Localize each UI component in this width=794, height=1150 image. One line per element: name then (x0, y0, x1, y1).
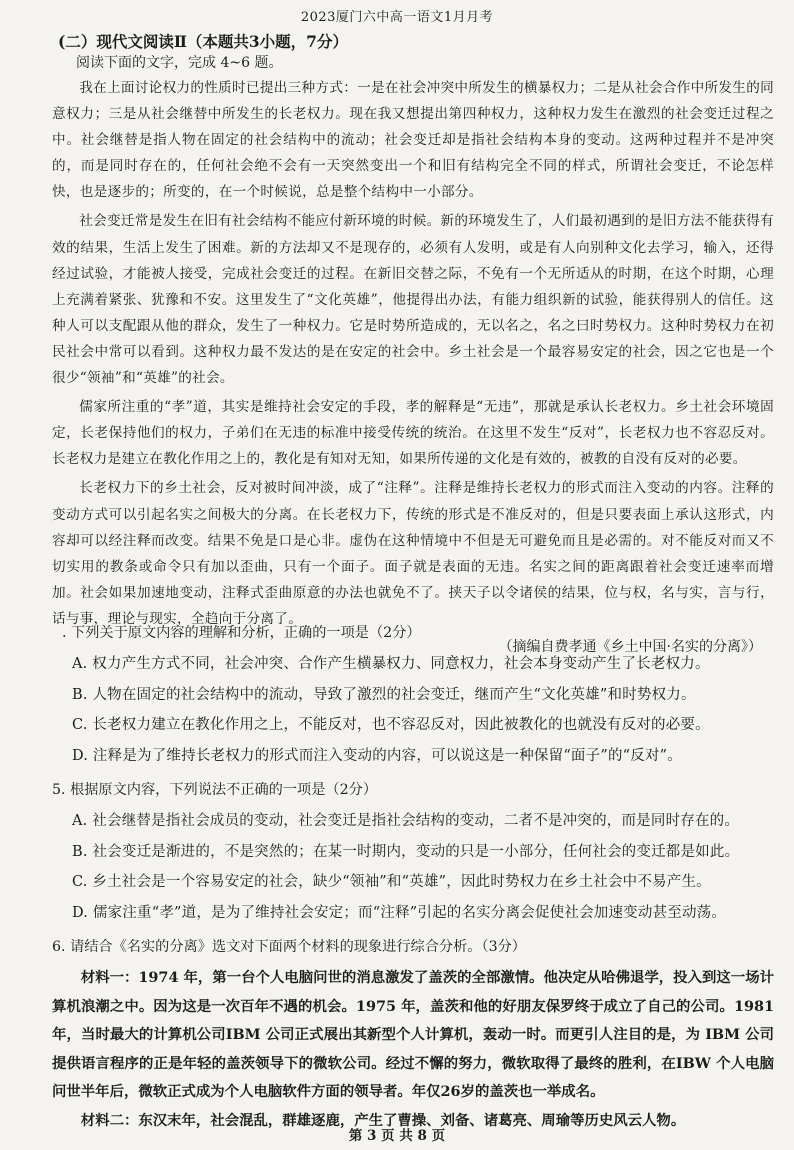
page-number: 第 3 页 共 8 页 (348, 1128, 446, 1144)
passage-paragraph: 长老权力下的乡土社会，反对被时间冲淡，成了“注释”。注释是维持长老权力的形式而注入变动的内容。注释的变动方式可以引起名实之间极大的分离。在长老权力下，传统的形式是不准反对的，但是只要表面上承认这形式，内容却可以经注释而改变。结果不免是口是心非。虚伪在这种情境中不但是无可避免而且是必需的。对不能反对而又不切实用的教条或命令只有加以歪曲，只有一个面子。面子就是表面的无违。名实之间的距离跟着社会变迁速率而增加。社会如果加速地变动，注释式歪曲原意的办法也就免不了。挟天子以令诸侯的结果，位与权，名与实，言与行，话与事，理论与现实，全趋向于分离了。 (52, 480, 774, 627)
section-title: (二）现代文阅读Ⅱ（本题共3小题，7分） (58, 32, 348, 51)
passage-source: （摘编自费孝通《乡土中国·名实的分离》） (498, 638, 762, 655)
question-stem: . 下列关于原文内容的理解和分析，正确的一项是（2分） (62, 625, 421, 641)
option-d[interactable]: D. 儒家注重“孝”道，是为了维持社会安定；而“注释”引起的名实分离会促使社会加速变动甚至动荡。 (72, 904, 727, 921)
question-stem: 5. 根据原文内容，下列说法不正确的一项是（2分） (52, 782, 378, 798)
material-two: 材料二：东汉末年，社会混乱，群雄逐鹿，产生了曹操、刘备、诸葛亮、周瑜等历史风云人物。 (80, 1111, 686, 1129)
question-6 (52, 934, 774, 1135)
question-list (52, 620, 774, 1135)
option-a[interactable]: A. 社会继替是指社会成员的变动，社会变迁是指社会结构的变动，二者不是冲突的，而是同时存在的。 (72, 813, 740, 829)
material-one: 材料一：1974 年，第一台个人电脑问世的消息激发了盖茨的全部激情。他决定从哈佛退学，投入到这一场计算机浪潮之中。因为这是一次百年不遇的机会。1975 年，盖茨和他的好朋友保罗终于成立了自己的公司。1981年，当时最大的计算机公司IBM 公司正式展出其新型个人计算机，轰动一时。而更引人注目的是，为 IBM 公司提供语言程序的正是年轻的盖茨领导下的微软公司。经过不懈的努力，微软取得了最终的胜利，在IBW 个人电脑问世半年后，微软正式成为个人电脑软件方面的领导者。年仅26岁的盖茨也一举成名。 (52, 969, 774, 1100)
option-b[interactable]: B. 社会变迁是渐进的，不是突然的；在某一时期内，变动的只是一小部分，任何社会的变迁都是如此。 (72, 843, 740, 860)
section-intro: 阅读下面的文字，完成 4~6 题。 (76, 55, 283, 71)
option-c[interactable]: C. 长老权力建立在教化作用之上，不能反对，也不容忍反对，因此被教化的也就没有反对的必要。 (72, 717, 710, 733)
page-header: 2023厦门六中高一语文1月月考 (300, 10, 494, 25)
option-c[interactable]: C. 乡土社会是一个容易安定的社会，缺少“领袖”和“英雄”，因此时势权力在乡土社会中不易产生。 (72, 874, 711, 890)
passage-paragraph: 我在上面讨论权力的性质时已提出三种方式：一是在社会冲突中所发生的横暴权力；二是从社会合作中所发生的同意权力；三是从社会继替中所发生的长老权力。现在我又想提出第四种权力，这种权力发生在激烈的社会变迁过程之中。社会继替是指人物在固定的社会结构中的流动；社会变迁却是指社会结构本身的变动。这两种过程并不是冲突的，而是同时存在的，任何社会绝不会有一天突然变出一个和旧有结构完全不同的样式，所谓社会变迁，不论怎样快，也是逐步的；所变的，在一个时候说，总是整个结构中一小部分。 (52, 80, 774, 201)
question-4 (52, 620, 774, 771)
option-a[interactable]: A. 权力产生方式不同，社会冲突、合作产生横暴权力、同意权力，社会本身变动产生了长老权力。 (72, 656, 710, 672)
option-b[interactable]: B. 人物在固定的社会结构中的流动，导致了激烈的社会变迁，继而产生“文化英雄”和时势权力。 (72, 686, 696, 703)
question-stem: 6. 请结合《名实的分离》选文对下面两个材料的现象进行综合分析。（3分） (52, 939, 526, 955)
question-5 (52, 777, 774, 928)
option-d[interactable]: D. 注释是为了维持长老权力的形式而注入变动的内容，可以说这是一种保留“面子”的“反对”。 (72, 747, 682, 764)
reading-passage (52, 75, 774, 659)
option-list (72, 806, 774, 928)
option-list (72, 649, 774, 771)
passage-paragraph: 儒家所注重的“孝”道，其实是维持社会安定的手段，孝的解释是“无违”，那就是承认长老权力。乡土社会环境固定，长老保持他们的权力，子弟们在无违的标准中接受传统的统治。在这里不发生“反对”，长老权力也不容忍反对。长老权力是建立在教化作用之上的，教化是有知对无知，如果所传递的文化是有效的，被教的自没有反对的必要。 (52, 399, 774, 468)
passage-paragraph: 社会变迁常是发生在旧有社会结构不能应付新环境的时候。新的环境发生了，人们最初遇到的是旧方法不能获得有效的结果，生活上发生了困难。新的方法却又不是现存的，必须有人发明，或是有人向别种文化去学习，输入，还得经过试验，才能被人接受，完成社会变迁的过程。在新旧交替之际，不免有一个无所适从的时期，在这个时期，心理上充满着紧张、犹豫和不安。这里发生了“文化英雄”，他提得出办法，有能力组织新的试验，能获得别人的信任。这种人可以支配跟从他的群众，发生了一种权力。它是时势所造成的，无以名之，名之曰时势权力。这种时势权力在初民社会中常可以看到。这种权力最不发达的是在安定的社会中。乡土社会是一个最容易安定的社会，因之它也是一个很少“领袖”和“英雄”的社会。 (52, 213, 774, 387)
